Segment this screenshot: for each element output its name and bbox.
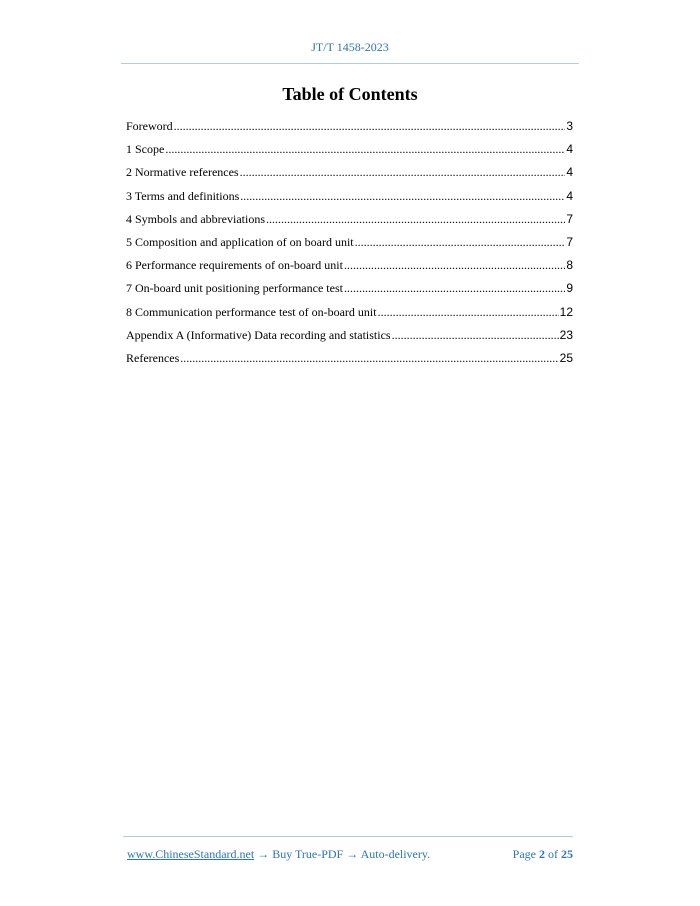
toc-entry-communication-performance-test[interactable]: [126, 304, 573, 327]
toc-entry-page: 9: [566, 281, 573, 296]
toc-leader-dots: [165, 141, 565, 157]
toc-entry-label: Appendix A (Informative) Data recording and statistics: [126, 327, 391, 342]
current-page-number: 2: [539, 847, 545, 861]
toc-leader-dots: [355, 234, 566, 250]
document-id: JT/T 1458-2023: [311, 40, 389, 54]
footer-divider: [123, 836, 573, 837]
table-of-contents: [126, 118, 573, 373]
footer-promo: [127, 847, 430, 862]
toc-entry-page: 23: [559, 327, 573, 342]
toc-leader-dots: [344, 257, 565, 273]
toc-entry-positioning-performance-test[interactable]: [126, 280, 573, 303]
toc-leader-dots: [378, 304, 559, 320]
toc-entry-page: 25: [559, 350, 573, 365]
toc-entry-page: 3: [566, 119, 573, 133]
total-pages-number: 25: [561, 847, 573, 861]
page-footer: [127, 847, 573, 862]
toc-entry-label: 5 Composition and application of on board unit: [126, 234, 354, 249]
toc-entry-terms-and-definitions[interactable]: [126, 188, 573, 211]
toc-entry-label: 7 On-board unit positioning performance test: [126, 281, 343, 296]
footer-promo-text: → Buy True-PDF → Auto-delivery.: [254, 847, 431, 861]
toc-entry-page: 8: [566, 258, 573, 273]
page-title: Table of Contents: [282, 84, 418, 104]
website-link[interactable]: www.ChineseStandard.net: [127, 847, 255, 861]
toc-entry-label: 4 Symbols and abbreviations: [126, 211, 265, 226]
page-word: Page: [512, 847, 536, 861]
toc-entry-page: 12: [559, 304, 573, 319]
toc-leader-dots: [180, 350, 558, 366]
toc-leader-dots: [240, 164, 566, 180]
toc-entry-foreword[interactable]: [126, 118, 573, 141]
toc-leader-dots: [392, 327, 559, 343]
toc-entry-symbols-and-abbreviations[interactable]: [126, 211, 573, 234]
of-word: of: [548, 847, 558, 861]
toc-entry-label: 6 Performance requirements of on-board unit: [126, 258, 343, 273]
toc-entry-normative-references[interactable]: [126, 164, 573, 187]
toc-entry-page: 4: [566, 165, 573, 180]
toc-entry-label: 3 Terms and definitions: [126, 188, 240, 203]
toc-entry-label: References: [126, 350, 180, 365]
toc-entry-page: 7: [566, 211, 573, 226]
toc-leader-dots: [266, 211, 565, 227]
toc-leader-dots: [240, 188, 565, 204]
toc-entry-page: 4: [566, 142, 573, 157]
toc-entry-performance-requirements[interactable]: [126, 257, 573, 280]
toc-entry-appendix-a[interactable]: [126, 327, 573, 350]
toc-entry-composition-and-application[interactable]: [126, 234, 573, 257]
toc-entry-label: Foreword: [126, 119, 173, 133]
toc-entry-page: 7: [566, 234, 573, 249]
toc-entry-label: 8 Communication performance test of on-board unit: [126, 304, 377, 319]
toc-entry-references[interactable]: [126, 350, 573, 373]
toc-leader-dots: [174, 118, 566, 134]
toc-entry-scope[interactable]: [126, 141, 573, 164]
page-counter: [513, 847, 573, 862]
toc-leader-dots: [344, 280, 565, 296]
toc-entry-label: 1 Scope: [126, 142, 165, 157]
header-divider: [121, 63, 579, 64]
page-header: [0, 40, 700, 55]
toc-entry-label: 2 Normative references: [126, 165, 239, 180]
toc-entry-page: 4: [566, 188, 573, 203]
